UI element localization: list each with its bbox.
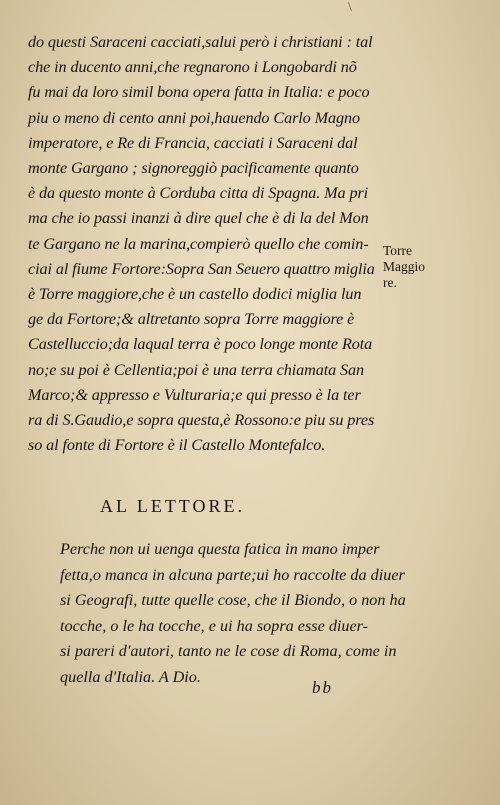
text-line: imperatore, e Re di Francia, cacciati i Saraceni dal bbox=[28, 133, 358, 152]
text-line: piu o meno di cento anni poi,hauendo Carlo Magno bbox=[28, 108, 360, 127]
margin-note-line: re. bbox=[383, 275, 397, 290]
text-line: ciai al fiume Fortore:Sopra San Seuero quattro miglia bbox=[28, 259, 375, 278]
text-line: Castelluccio;da laqual terra è poco longe monte Rota bbox=[28, 335, 373, 354]
text-line: ma che io passi inanzi à dire quel che è di la del Mon bbox=[28, 209, 369, 228]
text-line: ge da Fortore;& altretanto sopra Torre maggiore è bbox=[28, 310, 355, 329]
text-line: ra di S.Gaudio,e sopra questa,è Rossono:e piu su pres bbox=[28, 411, 375, 430]
margin-note-line: Maggio bbox=[383, 259, 425, 274]
text-line: Marco;& appresso e Vulturaria;e qui presso è la ter bbox=[28, 385, 361, 404]
text-line: te Gargano ne la marina,compierò quello che comin- bbox=[28, 234, 369, 253]
letter-line: Perche non ui uenga questa fatica in mano imper bbox=[60, 540, 380, 558]
letter-line: si Geografi, tutte quelle cose, che il Biondo, o non ha bbox=[60, 591, 406, 610]
text-line: fu mai da loro simil bona opera fatta in Italia: e poco bbox=[28, 83, 370, 102]
text-line: so al fonte di Fortore è il Castello Montefalco. bbox=[28, 436, 326, 455]
letter-line: fetta,o manca in alcuna parte;ui ho raccolte da diuer bbox=[60, 565, 405, 584]
text-line: do questi Saraceni cacciati,salui però i christiani : tal bbox=[28, 33, 373, 51]
letter-text-block bbox=[60, 537, 406, 691]
letter-line: tocche, o le ha tocche, e ui ha sopra esse diuer- bbox=[60, 616, 369, 635]
letter-line: si pareri d'autori, tanto ne le cose di Roma, come in bbox=[60, 642, 397, 661]
text-line: è da questo monte à Corduba citta di Spagna. Ma pri bbox=[28, 184, 369, 203]
text-line: è Torre maggiore,che è un castello dodici miglia lun bbox=[28, 285, 362, 304]
margin-note-line: Torre bbox=[383, 243, 413, 258]
letter-line: quella d'Italia. A Dio. bbox=[60, 667, 201, 686]
margin-note bbox=[383, 243, 443, 291]
section-heading: AL LETTORE. bbox=[100, 496, 245, 516]
signature-mark: bb bbox=[312, 678, 333, 697]
main-text-block bbox=[28, 30, 383, 458]
corner-mark: \ bbox=[348, 0, 352, 15]
text-line: no;e su poi è Cellentia;poi è una terra chiamata San bbox=[28, 360, 365, 379]
text-line: monte Gargano ; signoreggiò pacificamente quanto bbox=[28, 159, 359, 178]
text-line: che in ducento anni,che regnarono i Longobardi nõ bbox=[28, 58, 357, 77]
